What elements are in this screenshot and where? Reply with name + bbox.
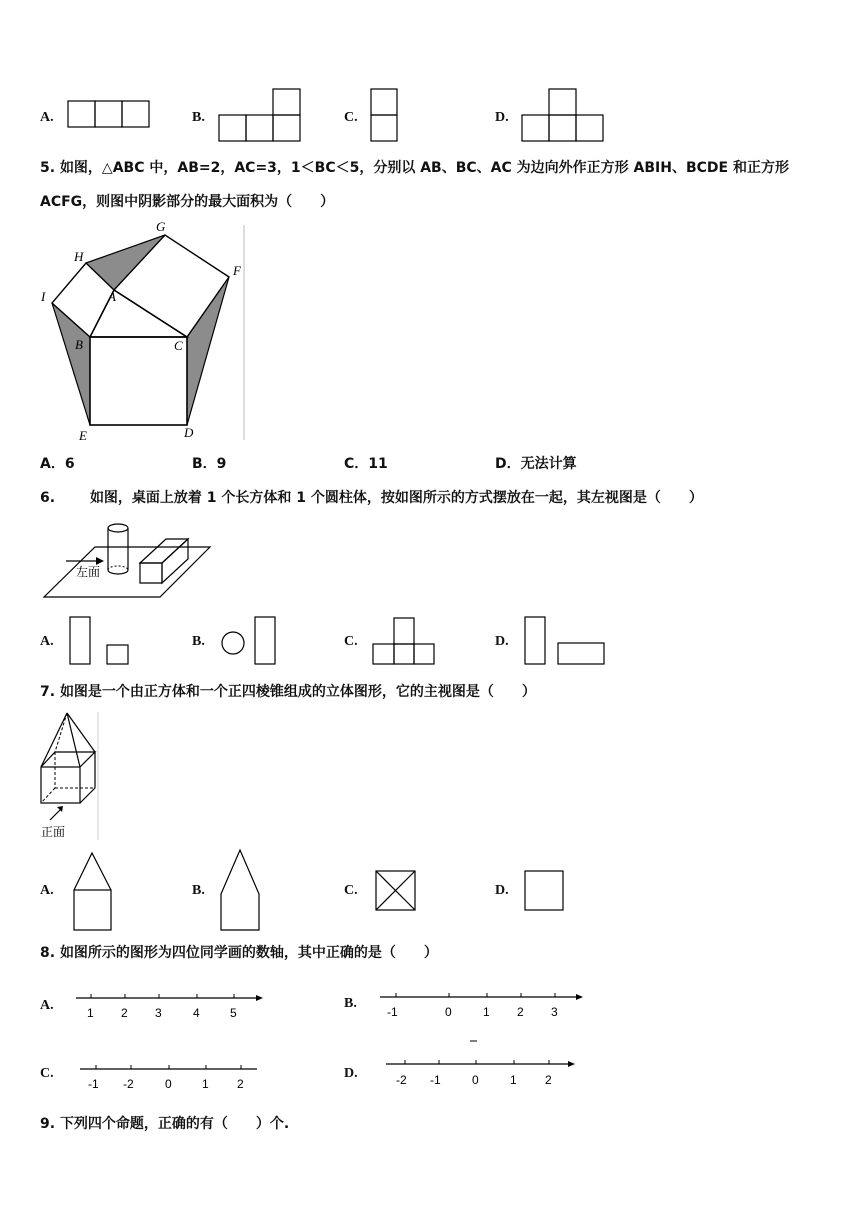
- q4-option-c-label[interactable]: C.: [344, 110, 358, 125]
- q8-a-tick-5: 5: [230, 1006, 237, 1020]
- q8-text: 如图所示的图形为四位同学画的数轴，其中正确的是（ ）: [59, 945, 438, 961]
- q7-option-c-label[interactable]: C.: [344, 883, 358, 898]
- q8-axis-d: [386, 1060, 575, 1087]
- q5-point-c: C: [174, 338, 183, 353]
- q6-text: 如图，桌面上放着 1 个长方体和 1 个圆柱体，按如图所示的方式摆放在一起，其左视图是（ ）: [89, 490, 703, 506]
- q4-option-b-label[interactable]: B.: [192, 110, 205, 125]
- q7-text: 如图是一个由正方体和一个正四棱锥组成的立体图形，它的主视图是（ ）: [59, 684, 536, 700]
- q7-figure-label: 正面: [41, 825, 66, 839]
- q5-point-h: H: [74, 249, 84, 264]
- q5-text-line2: ACFG，则图中阴影部分的最大面积为（ ）: [40, 194, 335, 210]
- q7-option-b-label[interactable]: B.: [192, 883, 205, 898]
- q8-a-tick-4: 4: [193, 1006, 200, 1020]
- q8-axis-a: [76, 994, 263, 1020]
- q7-option-d-label[interactable]: D.: [495, 883, 509, 898]
- q8-d-tick-4: 1: [510, 1073, 517, 1087]
- q9-stem: [40, 1114, 289, 1134]
- q5-option-b[interactable]: B．9: [192, 456, 227, 472]
- q8-d-tick-2: -1: [430, 1073, 441, 1087]
- q6-option-a-label[interactable]: A.: [40, 634, 54, 649]
- q6-figure-label: 左面: [76, 565, 101, 579]
- q8-d-tick-1: -2: [396, 1073, 407, 1087]
- q8-b-tick-2: 0: [445, 1005, 452, 1019]
- q5-option-c[interactable]: C．11: [344, 456, 388, 472]
- q5-point-g: G: [156, 219, 166, 234]
- q8-option-b-label[interactable]: B.: [344, 996, 357, 1011]
- q5-text-line1: 如图，△ABC 中，AB=2，AC=3，1＜BC＜5，分别以 AB、BC、AC 为边向外作正方形 ABIH、BCDE 和正方形: [59, 160, 789, 176]
- q6-option-d-label[interactable]: D.: [495, 634, 509, 649]
- q8-b-tick-1: -1: [387, 1005, 398, 1019]
- q5-point-a: A: [108, 289, 116, 304]
- q8-d-tick-5: 2: [545, 1073, 552, 1087]
- q5-point-f: F: [233, 263, 241, 278]
- q8-option-d-label[interactable]: D.: [344, 1066, 358, 1081]
- q9-number: 9.: [40, 1116, 56, 1132]
- q5-point-e: E: [79, 428, 87, 443]
- q6-option-c-label[interactable]: C.: [344, 634, 358, 649]
- q7-number: 7.: [40, 684, 56, 700]
- q5-option-a[interactable]: A．6: [40, 456, 75, 472]
- q8-option-c-label[interactable]: C.: [40, 1066, 54, 1081]
- q5-point-b: B: [75, 337, 83, 352]
- q6-number: 6.: [40, 490, 56, 506]
- q8-a-tick-1: 1: [87, 1006, 94, 1020]
- q8-b-tick-4: 2: [517, 1005, 524, 1019]
- q8-b-tick-5: 3: [551, 1005, 558, 1019]
- q5-point-d: D: [184, 425, 194, 440]
- q8-option-a-label[interactable]: A.: [40, 998, 54, 1013]
- q7-option-a-label[interactable]: A.: [40, 883, 54, 898]
- q8-c-tick-4: 1: [202, 1077, 209, 1091]
- q4-option-d-label[interactable]: D.: [495, 110, 509, 125]
- q8-number: 8.: [40, 945, 56, 961]
- q4-option-a-label[interactable]: A.: [40, 110, 54, 125]
- q8-b-tick-3: 1: [483, 1005, 490, 1019]
- q8-axis-b: [380, 993, 583, 1041]
- q5-point-i: I: [41, 289, 46, 304]
- q8-c-tick-1: -1: [88, 1077, 99, 1091]
- q8-axis-c: [80, 1065, 257, 1091]
- q8-a-tick-2: 2: [121, 1006, 128, 1020]
- q8-d-tick-3: 0: [472, 1073, 479, 1087]
- q8-a-tick-3: 3: [155, 1006, 162, 1020]
- q8-c-tick-3: 0: [165, 1077, 172, 1091]
- q6-option-b-label[interactable]: B.: [192, 634, 205, 649]
- q5-option-d[interactable]: D．无法计算: [495, 456, 577, 472]
- q8-c-tick-2: -2: [123, 1077, 134, 1091]
- q5-number: 5.: [40, 160, 56, 176]
- q9-text: 下列四个命题，正确的有（ ）个.: [59, 1116, 290, 1132]
- q8-c-tick-5: 2: [237, 1077, 244, 1091]
